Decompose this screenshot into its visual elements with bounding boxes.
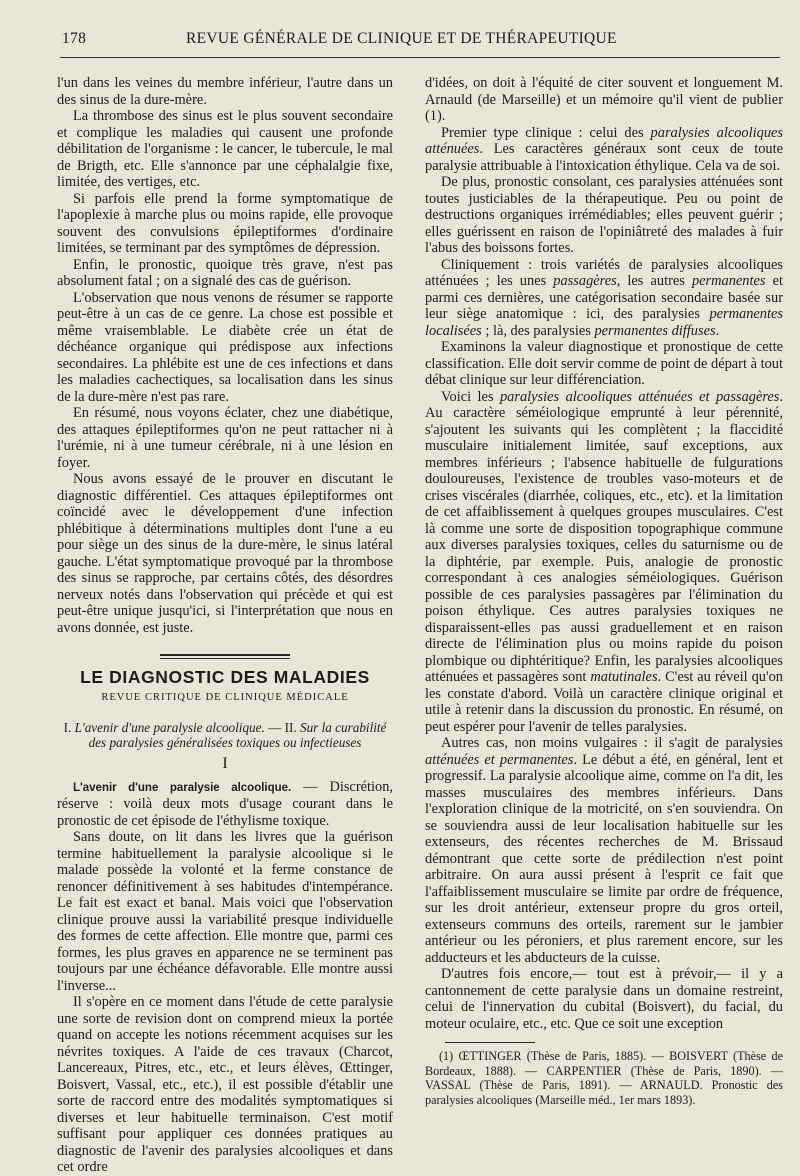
- italic-term: permanentes localisées: [425, 306, 783, 339]
- left-column: [57, 75, 393, 1176]
- right-column: [425, 75, 783, 1107]
- paragraph: l'un dans les veines du membre inférieur, l'autre dans un des sinus de la dure-mère.: [57, 75, 393, 108]
- text: Cliniquement : trois variétés de paralysies alcooliques atténuées ; les unes: [425, 256, 783, 289]
- text: Autres cas, non moins vulgaires : il s'agit de paralysies: [441, 735, 783, 751]
- section-separator: [160, 654, 290, 659]
- paragraph: Il s'opère en ce moment dans l'étude de cette paralysie une sorte de revision dont on comprend mieux la portée quand on accepte les notions récemment acquises sur les névrites toxiques. A l'aide de ces travaux (Charcot, Lancereaux, Pitres, etc., etc., et leurs élèves, Œttinger, Boisvert, Vassal, etc., etc.), il est possible d'établir une sorte de raccord entre des modalités symptomatiques si diverses et leur habituelle terminaison. C'est motif suffisant pour appliquer ces données pratiques au diagnostic de l'avenir des paralysies alcooliques et dans cet ordre: [57, 994, 393, 1175]
- part-numeral: I: [222, 755, 228, 772]
- paragraph: Si parfois elle prend la forme symptomatique de l'apoplexie à marche plus ou moins rapide, elle provoque souvent des convulsions épileptiformes d'ordinaire limitées, se terminant par des symptômes de dépression.: [57, 190, 393, 256]
- header-rule: [60, 57, 780, 58]
- paragraph: Examinons la valeur diagnostique et pronostique de cette classification. Elle doit servir comme de point de départ à tout débat clinique sur leur différenciation.: [425, 339, 783, 388]
- paragraph: En résumé, nous voyons éclater, chez une diabétique, des attaques épileptiformes qu'on ne peut rattacher ni à l'urémie, ni à une tumeur cérébrale, ni à une lésion en foyer.: [57, 405, 393, 471]
- text: Voici les: [441, 388, 500, 405]
- page-header: [56, 30, 780, 52]
- section-title: LE DIAGNOSTIC DES MALADIES: [80, 667, 370, 687]
- italic-term: passagères: [553, 273, 617, 289]
- paragraph: [425, 389, 783, 736]
- paragraph: d'idées, on doit à l'équité de citer souvent et longuement M. Arnauld (de Marseille) et un mémoire qu'il vient de publier (1).: [425, 75, 783, 124]
- paragraph: Enfin, le pronostic, quoique très grave, n'est pas absolument fatal ; on a signalé des cas de guérison.: [57, 256, 393, 289]
- italic-term: permanentes diffuses: [594, 322, 716, 339]
- runin-heading: L'avenir d'une paralysie alcoolique.: [73, 781, 292, 794]
- toc-sep: — II.: [264, 720, 300, 735]
- text: , les autres: [616, 273, 692, 289]
- italic-term: atténuées et permanentes: [425, 751, 574, 768]
- paragraph: La thrombose des sinus est le plus souvent secondaire et complique les maladies qui causent une profonde débilitation de l'organisme : le cancer, le tubercule, le mal de Brigth, etc. Elle s'annonce par une céphalalgie fixe, limitée, des vertiges, etc.: [57, 108, 393, 190]
- toc-item-1: L'avenir d'une paralysie alcoolique.: [74, 720, 265, 735]
- paragraph: Nous avons essayé de le prouver en discutant le diagnostic différentiel. Ces attaques épileptiformes ont coïncidé avec le développement d'une infection phlébitique à déterminations multiples dont l'une a eu pour siège un des sinus de la dure-mère, le sinus latéral gauche. L'état symptomatique provoqué par la thrombose des sinus se rapproche, par certains côtés, des désordres nerveux notés dans l'observation qui précède et qui est peut-être unique jusqu'ici, si l'interprétation que nous en avons donnée, est juste.: [57, 471, 393, 636]
- paragraph: D'autres fois encore,— tout est à prévoir,— il y a cantonnement de cette paralysie dans un domaine restreint, celui de l'innervation du cubital (Boisvert), du facial, du moteur oculaire, etc., etc. Que ce soit une exception: [425, 966, 783, 1032]
- paragraph: [425, 735, 783, 966]
- text: .: [715, 322, 720, 339]
- text: . C'est au réveil qu'on les constate d'abord. Voilà un caractère clinique original et utile à retenir dans la discussion du pronostic. En résumé, on peut espérer pour l'avenir de telles paralysies.: [425, 669, 783, 735]
- footnote-text: (1) ŒTTINGER (Thèse de Paris, 1885). — BOISVERT (Thèse de Bordeaux, 1888). — CARPENTIER (Thèse de Paris, 1890). — VASSAL (Thèse de Paris, 1891). — ARNAULD. Pronostic des paralysies alcooliques (Marseille méd., 1er mars 1893).: [425, 1049, 783, 1107]
- paragraph: [425, 257, 783, 340]
- text: Premier type clinique : celui des: [441, 124, 651, 141]
- footnote-rule: [445, 1042, 535, 1043]
- running-title: REVUE GÉNÉRALE DE CLINIQUE ET DE THÉRAPEUTIQUE: [186, 30, 617, 47]
- page-number: 178: [62, 30, 87, 47]
- paragraph: [425, 125, 783, 175]
- paragraph: De plus, pronostic consolant, ces paralysies atténuées sont toutes justiciables de la thérapeutique. Peu ou point de destructions organiques irrémédiables; elles peuvent guérir ; elles guérissent en raison de l'opiniâtreté des malades à fuir l'abus des boissons fortes.: [425, 174, 783, 256]
- italic-term: paralysies alcooliques atténuées: [425, 124, 784, 157]
- text: . Le début a été, en général, lent et progressif. La paralysie alcoolique aime, comme on l'a dit, les masses musculaires des membres inférieurs. Dans l'exploration clinique de la motricité, on s'en souviendra. On se souviendra aussi de leur localisation habituelle sur les extenseurs, des récentes recherches de M. Brissaud démontrant que cette sorte de prédilection n'est point arbitraire. On aura aussi présent à l'esprit ce fait que l'affaiblissement musculaire se limite par ordre de fréquence, sur les droit antérieur, extenseur propre du gros orteil, extenseurs communs des orteils, rarement sur le jambier antérieur ou les péroniers, et plus rarement encore, sur les adducteurs et les abducteurs de la cuisse.: [425, 751, 783, 966]
- paragraph: [57, 779, 393, 830]
- text: . Au caractère séméiologique emprunté à leur pérennité, s'ajoutent les suivants qui les complètent ; la flaccidité musculaire initialement limitée, sauf exceptions, aux membres inférieurs ; l'absence habituelle de fulgurations douloureuses, l'existence de troubles vaso-moteurs et de crises viscérales (diarrhée, coliques, etc., etc). et la limitation de cet affaiblissement à quelques groupes musculaires. C'est là comme une sorte de disposition topographique commune aux diverses paralysies toxiques, celles du saturnisme ou de la diphtérie, par exemple. Puis, analogie de pronostic correspondant à ces analogies séméiologiques. Guérison possible de ces paralysies passagères par l'élimination du poison éthylique. Ces autres paralysies toxiques ne disparaissent-elles pas aussi graduellement et en raison directe de l'élimination plus ou moins rapide du poison plombique ou diphtéritique? Enfin, les paralysies alcooliques atténuées et passagères sont: [425, 388, 784, 685]
- paragraph: L'observation que nous venons de résumer se rapporte peut-être à un cas de ce genre. La chose est possible et même vraisemblable. Le diabète crée un état de déchéance organique qui prédispose aux infections secondaires. La phlébite est une de ces infections et dans les maladies cachectiques, sa localisation dans les sinus de la dure-mère n'est pas rare.: [57, 289, 393, 405]
- paragraph-text: — Discrétion, réserve : voilà deux mots d'usage courant dans le pronostic de cet épisode de l'éthylisme toxique.: [57, 778, 393, 829]
- section-contents: [57, 720, 393, 750]
- italic-term: permanentes: [691, 273, 766, 289]
- toc-item-2: Sur la curabilité des paralysies généralisées toxiques ou infectieuses: [88, 720, 387, 750]
- italic-term: paralysies alcooliques atténuées et passagères: [499, 388, 780, 405]
- text: ; là, des paralysies: [481, 322, 595, 339]
- toc-number: I.: [63, 720, 75, 735]
- italic-term: matutinales: [590, 669, 658, 685]
- text: et parmi ces dernières, une catégorisation secondaire basée sur leur siège anatomique : ici, des paralysies: [425, 273, 783, 322]
- paragraph: Sans doute, on lit dans les livres que la guérison termine habituellement la paralysie alcoolique si le malade possède la volonté et la ferme constance de renoncer définitivement à ses habitudes d'intempérance. Le fait est exact et banal. Mais voici que l'observation clinique prouve aussi la variabilité presque individuelle des formes de cette affection. Elle montre que, parmi ces formes, les plus graves en apparence ne se terminent pas toujours par une échéance défavorable. Elle montre aussi l'inverse...: [57, 829, 393, 994]
- text: . Les caractères généraux sont ceux de toute paralysie attribuable à l'intoxication éthylique. Cela va de soi.: [425, 141, 783, 174]
- footnote: [425, 1049, 783, 1107]
- section-subtitle: REVUE CRITIQUE DE CLINIQUE MÉDICALE: [101, 691, 349, 703]
